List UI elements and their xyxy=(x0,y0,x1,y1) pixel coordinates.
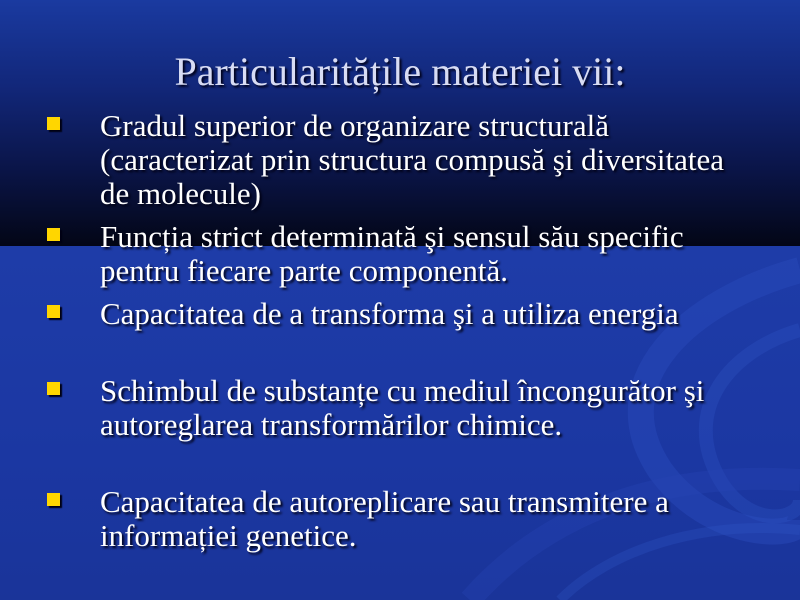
bullet-text: Funcția strict determinată şi sensul său specific pentru fiecare parte componentă. xyxy=(100,219,684,288)
bullet-item xyxy=(100,374,760,442)
bullet-item xyxy=(100,220,760,288)
square-bullet-icon xyxy=(47,382,60,395)
square-bullet-icon xyxy=(47,117,60,130)
bullet-item xyxy=(100,297,760,331)
slide-title: Particularitățile materiei vii: xyxy=(174,49,626,94)
bullet-text: Capacitatea de a transforma şi a utiliza energia xyxy=(100,296,679,331)
bullet-text: Capacitatea de autoreplicare sau transmitere a informației genetice. xyxy=(100,484,669,553)
square-bullet-icon xyxy=(47,305,60,318)
square-bullet-icon xyxy=(47,228,60,241)
square-bullet-icon xyxy=(47,493,60,506)
bullet-text: Gradul superior de organizare structurală (caracterizat prin structura compusă şi diversitatea de molecule) xyxy=(100,108,725,211)
bullet-text: Schimbul de substanțe cu mediul încongurător şi autoreglarea transformărilor chimice. xyxy=(100,373,705,442)
bullet-item xyxy=(100,109,760,211)
bullet-item xyxy=(100,485,760,553)
